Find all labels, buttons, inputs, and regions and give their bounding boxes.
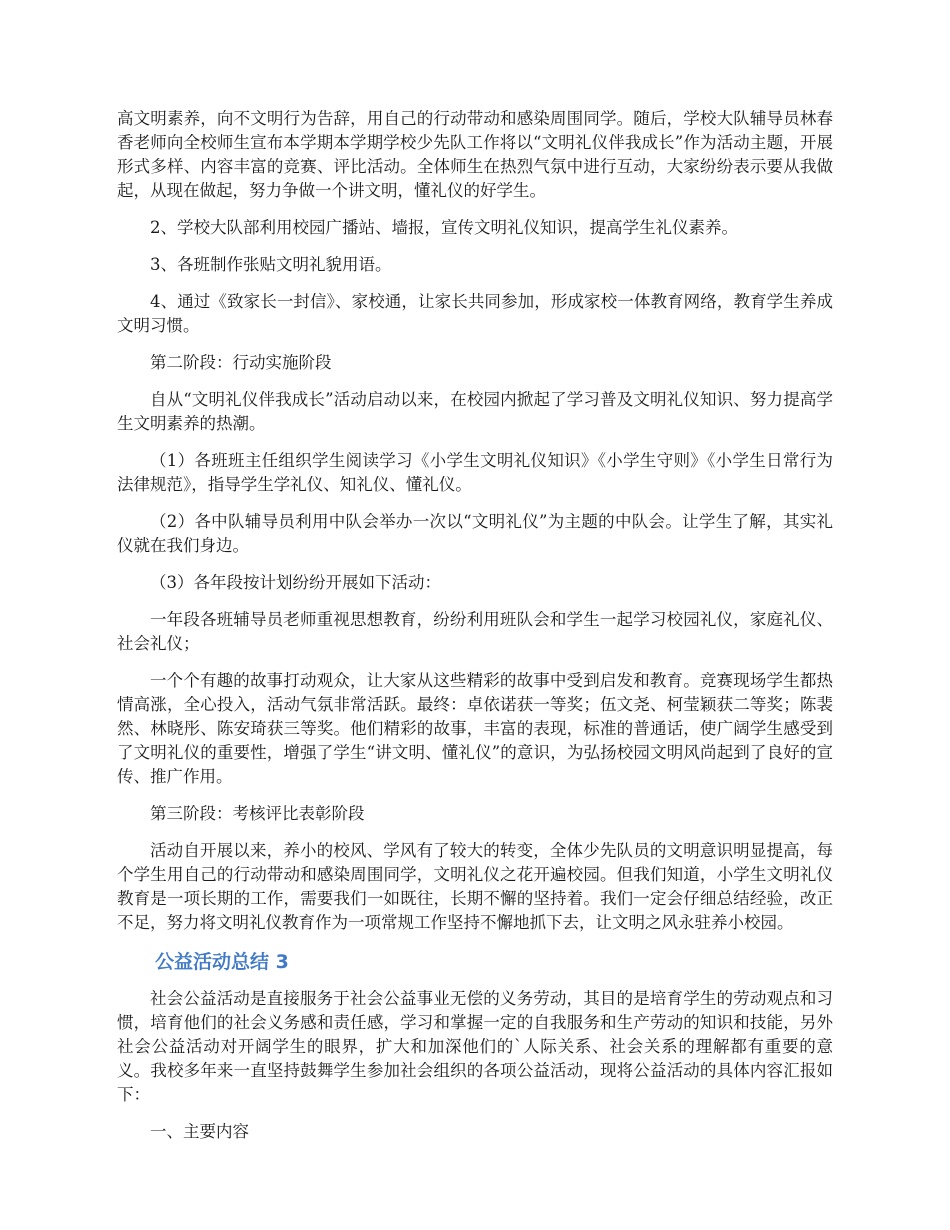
paragraph-item-4: 4、通过《致家长一封信》、家校通，让家长共同参加，形成家校一体教育网络，教育学生养成文明习惯。: [117, 292, 833, 335]
paragraph-step-2: （2）各中队辅导员利用中队会举办一次以“文明礼仪”为主题的中队会。让学生了解，其实礼仪就在我们身边。: [117, 512, 833, 555]
paragraph-intro-continuation: 高文明素养，向不文明行为告辞，用自己的行动带动和感染周围同学。随后，学校大队辅导员林春香老师向全校师生宣布本学期本学期学校少先队工作将以“文明礼仪伴我成长”作为活动主题，开展形式多样、内容丰富的竞赛、评比活动。全体师生在热烈气氛中进行互动，大家纷纷表示要从我做起，从现在做起，努力争做一个讲文明，懂礼仪的好学生。: [117, 109, 833, 200]
paragraph-step-1: （1）各班班主任组织学生阅读学习《小学生文明礼仪知识》《小学生守则》《小学生日常行为法律规范》，指导学生学礼仪、知礼仪、懂礼仪。: [117, 451, 833, 494]
section-heading: 公益活动总结 3: [155, 951, 289, 973]
section-stage-2-title: 第二阶段：行动实施阶段: [150, 353, 332, 372]
paragraph-story-contest: 一个个有趣的故事打动观众，让大家从这些精彩的故事中受到启发和教育。竞赛现场学生都热情高涨，全心投入，活动气氛非常活跃。最终：卓依诺获一等奖；伍文尧、柯莹颖获二等奖；陈裴然、林晓彤、陈安琦获三等奖。他们精彩的故事，丰富的表现，标准的普通话，使广阔学生感受到了文明礼仪的重要性，增强了学生“讲文明、懂礼仪”的意识，为弘扬校园文明风尚起到了良好的宣传、推广作用。: [117, 671, 833, 786]
paragraph-stage-2-intro: 自从“文明礼仪伴我成长”活动启动以来，在校园内掀起了学习普及文明礼仪知识、努力提高学生文明素养的热潮。: [117, 390, 833, 433]
document-body: [117, 107, 833, 1157]
paragraph-step-3: （3）各年段按计划纷纷开展如下活动：: [150, 573, 441, 592]
paragraph-stage-3-summary: 活动自开展以来，养小的校风、学风有了较大的转变，全体少先队员的文明意识明显提高，每个学生用自己的行动带动和感染周围同学，文明礼仪之花开遍校园。但我们知道，小学生文明礼仪教育是一项长期的工作，需要我们一如既往，长期不懈的坚持着。我们一定会仔细总结经验，改正不足，努力将文明礼仪教育作为一项常规工作坚持不懈地抓下去，让文明之风永驻养小校园。: [117, 841, 833, 932]
section-main-content-title: 一、主要内容: [150, 1122, 249, 1141]
paragraph-item-3: 3、各班制作张贴文明礼貌用语。: [150, 255, 392, 274]
section-stage-3-title: 第三阶段：考核评比表彰阶段: [150, 804, 365, 823]
paragraph-grade-one: 一年段各班辅导员老师重视思想教育，纷纷利用班队会和学生一起学习校园礼仪，家庭礼仪、社会礼仪；: [117, 610, 833, 653]
paragraph-item-2: 2、学校大队部利用校园广播站、墙报，宣传文明礼仪知识，提高学生礼仪素养。: [150, 218, 738, 237]
paragraph-public-welfare-intro: 社会公益活动是直接服务于社会公益事业无偿的义务劳动，其目的是培育学生的劳动观点和习惯，培育他们的社会义务感和责任感，学习和掌握一定的自我服务和生产劳动的知识和技能，另外社会公益活动对开阔学生的眼界，扩大和加深他们的`人际关系、社会关系的理解都有重要的意义。我校多年来一直坚持鼓舞学生参加社会组织的各项公益活动，现将公益活动的具体内容汇报如下：: [117, 989, 833, 1104]
